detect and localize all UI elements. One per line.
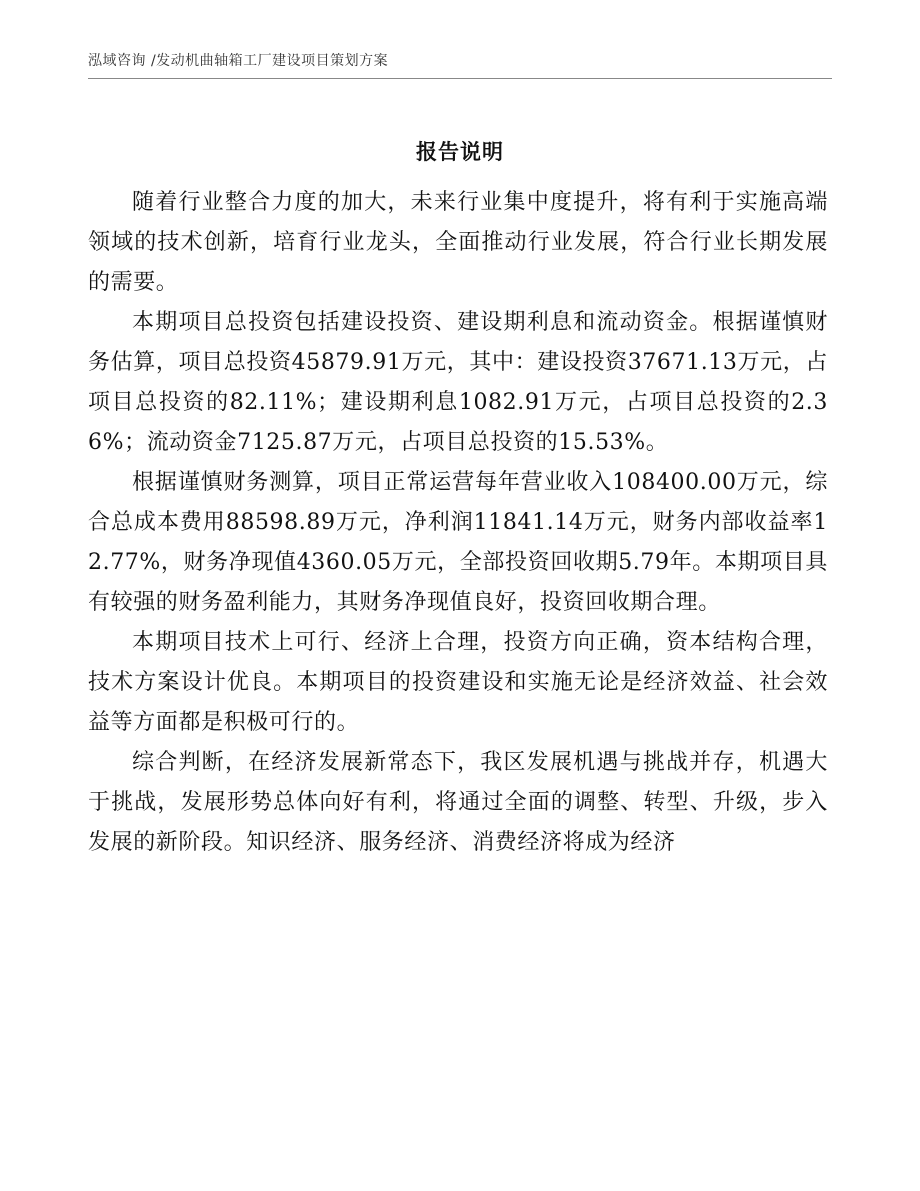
- section-title: 报告说明: [416, 140, 504, 164]
- paragraph-industry-integration: 随着行业整合力度的加大，未来行业集中度提升，将有利于实施高端领域的技术创新，培育行业龙头，全面推动行业发展，符合行业长期发展的需要。: [88, 190, 828, 295]
- paragraph-financial-projection: 根据谨慎财务测算，项目正常运营每年营业收入108400.00万元，综合总成本费用88598.89万元，净利润11841.14万元，财务内部收益率12.77%，财务净现值4360.05万元，全部投资回收期5.79年。本期项目具有较强的财务盈利能力，其财务净现值良好，投资回收期合理。: [88, 470, 828, 615]
- report-body: [88, 183, 828, 863]
- paragraph-total-investment: 本期项目总投资包括建设投资、建设期利息和流动资金。根据谨慎财务估算，项目总投资45879.91万元，其中：建设投资37671.13万元，占项目总投资的82.11%；建设期利息1082.91万元，占项目总投资的2.36%；流动资金7125.87万元，占项目总投资的15.53%。: [88, 310, 828, 455]
- paragraph-feasibility: 本期项目技术上可行、经济上合理，投资方向正确，资本结构合理，技术方案设计优良。本期项目的投资建设和实施无论是经济效益、社会效益等方面都是积极可行的。: [88, 630, 828, 735]
- paragraph-overall-judgement: 综合判断，在经济发展新常态下，我区发展机遇与挑战并存，机遇大于挑战，发展形势总体向好有利，将通过全面的调整、转型、升级，步入发展的新阶段。知识经济、服务经济、消费经济将成为经济: [88, 750, 828, 855]
- page-header: 泓域咨询 /发动机曲轴箱工厂建设项目策划方案: [88, 53, 389, 69]
- header-divider: [88, 78, 832, 79]
